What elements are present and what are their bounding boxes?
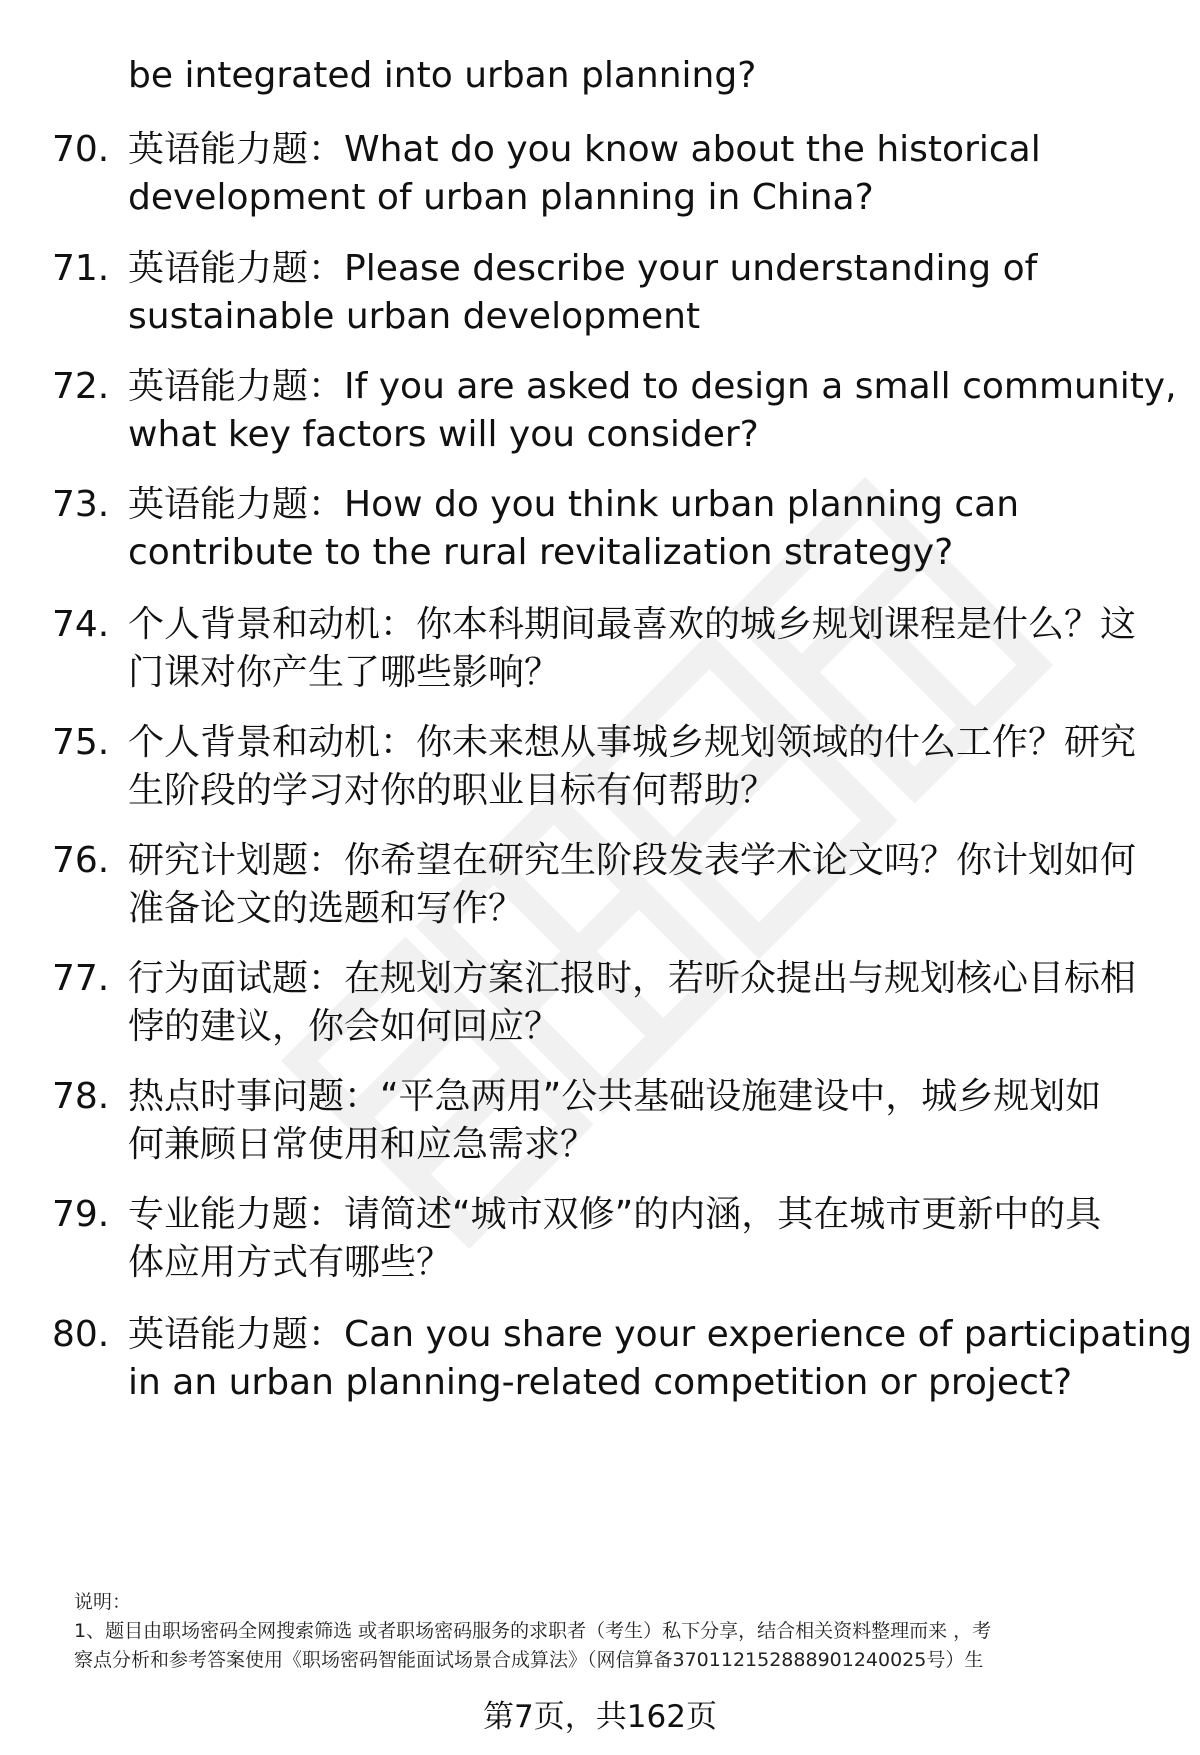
question-text-line: 悖的建议，你会如何回应？: [128, 1006, 561, 1047]
question-text-line: 英语能力题：How do you think urban planning can: [128, 484, 1020, 525]
notes-line: 1、题目由职场密码全网搜索筛选 或者职场密码服务的求职者（考生）私下分享，结合相关资料整理而来 ，考: [74, 1620, 992, 1642]
question-text-line: 热点时事问题：“平急两用”公共基础设施建设中，城乡规划如: [128, 1076, 1102, 1117]
question-number: 71.: [52, 248, 110, 289]
question-text-line: sustainable urban development: [128, 296, 701, 337]
notes-line: 察点分析和参考答案使用《职场密码智能面试场景合成算法》（网信算备370112152888901240025号）生: [74, 1649, 984, 1671]
question-number: 72.: [52, 366, 110, 407]
question-text-line: 个人背景和动机：你本科期间最喜欢的城乡规划课程是什么？这: [128, 604, 1137, 645]
question-number: 74.: [52, 604, 110, 645]
question-text-line: 生阶段的学习对你的职业目标有何帮助？: [128, 770, 777, 811]
question-text-line: what key factors will you consider?: [128, 414, 759, 455]
question-number: 78.: [52, 1076, 110, 1117]
question-number: 76.: [52, 840, 110, 881]
question-text-line: 英语能力题：If you are asked to design a small community,: [128, 366, 1177, 407]
question-text-line: 研究计划题：你希望在研究生阶段发表学术论文吗？你计划如何: [128, 840, 1137, 881]
question-number: 70.: [52, 129, 110, 170]
question-number: 79.: [52, 1194, 110, 1235]
question-text-line: 门课对你产生了哪些影响？: [128, 652, 561, 693]
question-text-line: 准备论文的选题和写作？: [128, 888, 525, 929]
question-text-line: 行为面试题：在规划方案汇报时，若听众提出与规划核心目标相: [128, 958, 1137, 999]
question-text-line: 英语能力题：Please describe your understanding of: [128, 248, 1038, 289]
question-text-line: 英语能力题：Can you share your experience of participating: [128, 1314, 1193, 1355]
question-number: 80.: [52, 1314, 110, 1355]
question-text-line: 体应用方式有哪些？: [128, 1242, 453, 1283]
question-text-line: 英语能力题：What do you know about the historical: [128, 129, 1041, 170]
question-text-line: 个人背景和动机：你未来想从事城乡规划领域的什么工作？研究: [128, 722, 1137, 763]
question-text-line: be integrated into urban planning?: [128, 55, 757, 96]
question-number: 77.: [52, 958, 110, 999]
notes-section: [74, 1588, 1154, 1675]
notes-heading: 说明：: [74, 1591, 132, 1613]
question-text-line: development of urban planning in China?: [128, 177, 874, 218]
question-text-line: contribute to the rural revitalization strategy?: [128, 532, 954, 573]
question-text-line: 何兼顾日常使用和应急需求？: [128, 1124, 597, 1165]
question-text-line: in an urban planning-related competition or project?: [128, 1362, 1073, 1403]
question-number: 75.: [52, 722, 110, 763]
question-number: 73.: [52, 484, 110, 525]
page-number-footer: 第7页，共162页: [483, 1699, 717, 1735]
question-text-line: 专业能力题：请简述“城市双修”的内涵，其在城市更新中的具: [128, 1194, 1102, 1235]
